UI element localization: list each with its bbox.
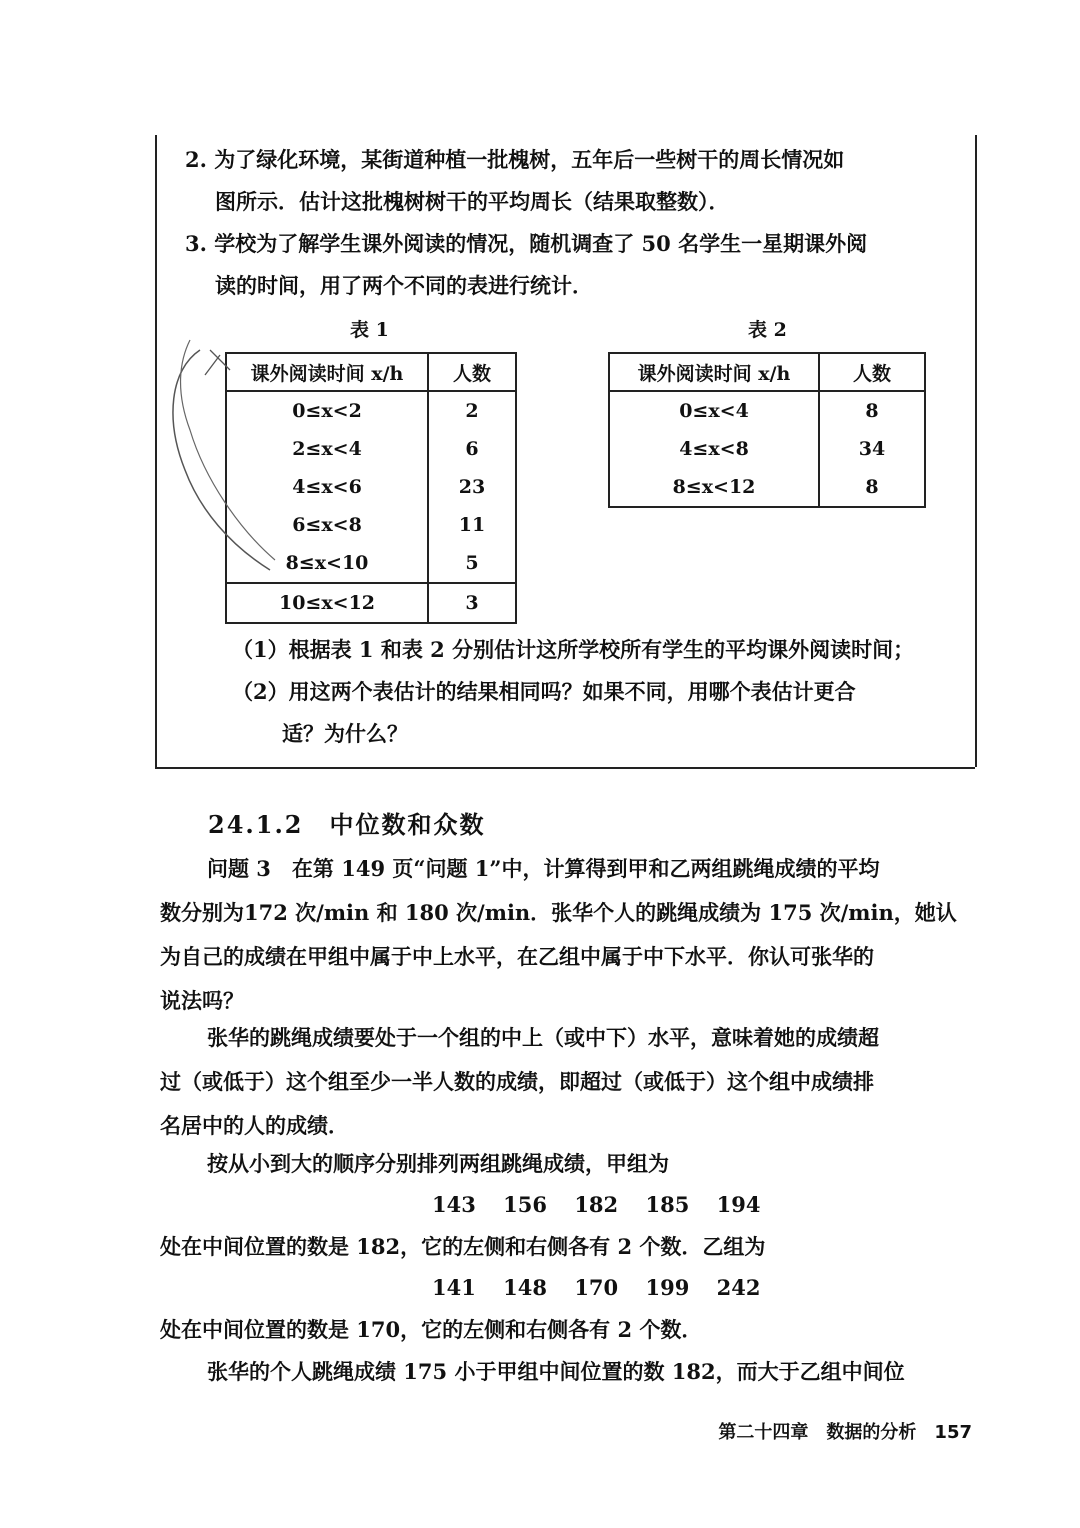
group-b-scores bbox=[432, 1275, 780, 1300]
pencil-scribble-icon bbox=[160, 330, 280, 590]
paragraph-5: 处在中间位置的数是 170，它的左侧和右侧各有 2 个数． bbox=[160, 1317, 703, 1342]
group-b-score: 199 bbox=[645, 1275, 690, 1300]
table-2-cell: 8 bbox=[819, 391, 925, 430]
table-1-cell: 3 bbox=[428, 583, 516, 623]
table-2-cell: 0≤x<4 bbox=[609, 391, 819, 430]
table-1-caption: 表 1 bbox=[350, 319, 389, 341]
table-2-cell: 8 bbox=[819, 468, 925, 507]
group-b-score: 170 bbox=[574, 1275, 619, 1300]
group-a-score: 194 bbox=[716, 1192, 761, 1217]
table-1-cell: 23 bbox=[428, 468, 516, 506]
problem-3-line-1: 问题 3 在第 149 页“问题 1”中，计算得到甲和乙两组跳绳成绩的平均 bbox=[207, 856, 880, 881]
exercise-2-line-2: 图所示．估计这批槐树树干的平均周长（结果取整数）． bbox=[215, 189, 730, 214]
table-2-header-count: 人数 bbox=[819, 353, 925, 391]
group-a-score: 143 bbox=[432, 1192, 476, 1217]
table-1-cell: 4≤x<6 bbox=[226, 468, 428, 506]
exercise-3-line-1: 3. 学校为了解学生课外阅读的情况，随机调查了 50 名学生一星期课外阅 bbox=[185, 231, 868, 256]
group-a-score: 156 bbox=[503, 1192, 547, 1217]
problem-3-line-3: 为自己的成绩在甲组中属于中上水平，在乙组中属于中下水平．你认可张华的 bbox=[160, 944, 874, 969]
sub-question-1: （1）根据表 1 和表 2 分别估计这所学校所有学生的平均课外阅读时间； bbox=[232, 637, 915, 662]
paragraph-6: 张华的个人跳绳成绩 175 小于甲组中间位置的数 182，而大于乙组中间位 bbox=[207, 1359, 905, 1384]
table-2-cell: 34 bbox=[819, 430, 925, 468]
table-2-caption: 表 2 bbox=[748, 319, 787, 341]
exercise-box-bottom-rule bbox=[155, 767, 975, 769]
table-1-cell: 6≤x<8 bbox=[226, 506, 428, 544]
table-row bbox=[609, 391, 925, 430]
paragraph-3: 按从小到大的顺序分别排列两组跳绳成绩，甲组为 bbox=[207, 1151, 669, 1176]
group-a-score: 182 bbox=[574, 1192, 619, 1217]
table-2 bbox=[608, 352, 926, 508]
table-row bbox=[609, 430, 925, 468]
sub-question-2-line-2: 适？为什么？ bbox=[282, 721, 408, 746]
table-1-cell: 6 bbox=[428, 430, 516, 468]
paragraph-2-line-1: 张华的跳绳成绩要处于一个组的中上（或中下）水平，意味着她的成绩超 bbox=[207, 1025, 879, 1050]
table-1-cell: 0≤x<2 bbox=[226, 391, 428, 430]
table-1-header-time: 课外阅读时间 x/h bbox=[226, 353, 428, 391]
group-b-score: 148 bbox=[503, 1275, 547, 1300]
table-2-header-time: 课外阅读时间 x/h bbox=[609, 353, 819, 391]
table-2-cell: 8≤x<12 bbox=[609, 468, 819, 507]
paragraph-4: 处在中间位置的数是 182，它的左侧和右侧各有 2 个数．乙组为 bbox=[160, 1234, 766, 1259]
sub-question-2-line-1: （2）用这两个表估计的结果相同吗？如果不同，用哪个表估计更合 bbox=[232, 679, 856, 704]
group-a-scores bbox=[432, 1192, 780, 1217]
problem-3-line-4: 说法吗？ bbox=[160, 988, 244, 1013]
paragraph-2-line-2: 过（或低于）这个组至少一半人数的成绩，即超过（或低于）这个组中成绩排 bbox=[160, 1069, 874, 1094]
table-1-header-count: 人数 bbox=[428, 353, 516, 391]
table-1-cell: 8≤x<10 bbox=[226, 544, 428, 583]
section-heading: 24.1.2 中位数和众数 bbox=[208, 810, 486, 839]
table-row bbox=[609, 468, 925, 507]
table-1-cell: 11 bbox=[428, 506, 516, 544]
group-b-score: 141 bbox=[432, 1275, 476, 1300]
table-1-cell: 10≤x<12 bbox=[226, 583, 428, 623]
exercise-3-line-2: 读的时间，用了两个不同的表进行统计． bbox=[215, 273, 593, 298]
group-a-score: 185 bbox=[645, 1192, 690, 1217]
table-1-cell: 2≤x<4 bbox=[226, 430, 428, 468]
table-1-cell: 5 bbox=[428, 544, 516, 583]
table-2-cell: 4≤x<8 bbox=[609, 430, 819, 468]
paragraph-2-line-3: 名居中的人的成绩． bbox=[160, 1113, 349, 1138]
table-1-cell: 2 bbox=[428, 391, 516, 430]
problem-3-line-2: 数分别为172 次/min 和 180 次/min．张华个人的跳绳成绩为 175 次/min，她认 bbox=[160, 900, 957, 925]
group-b-score: 242 bbox=[716, 1275, 761, 1300]
exercise-2-line-1: 2. 为了绿化环境，某街道种植一批槐树，五年后一些树干的周长情况如 bbox=[185, 147, 845, 172]
page-footer: 第二十四章 数据的分析 157 bbox=[718, 1422, 972, 1443]
